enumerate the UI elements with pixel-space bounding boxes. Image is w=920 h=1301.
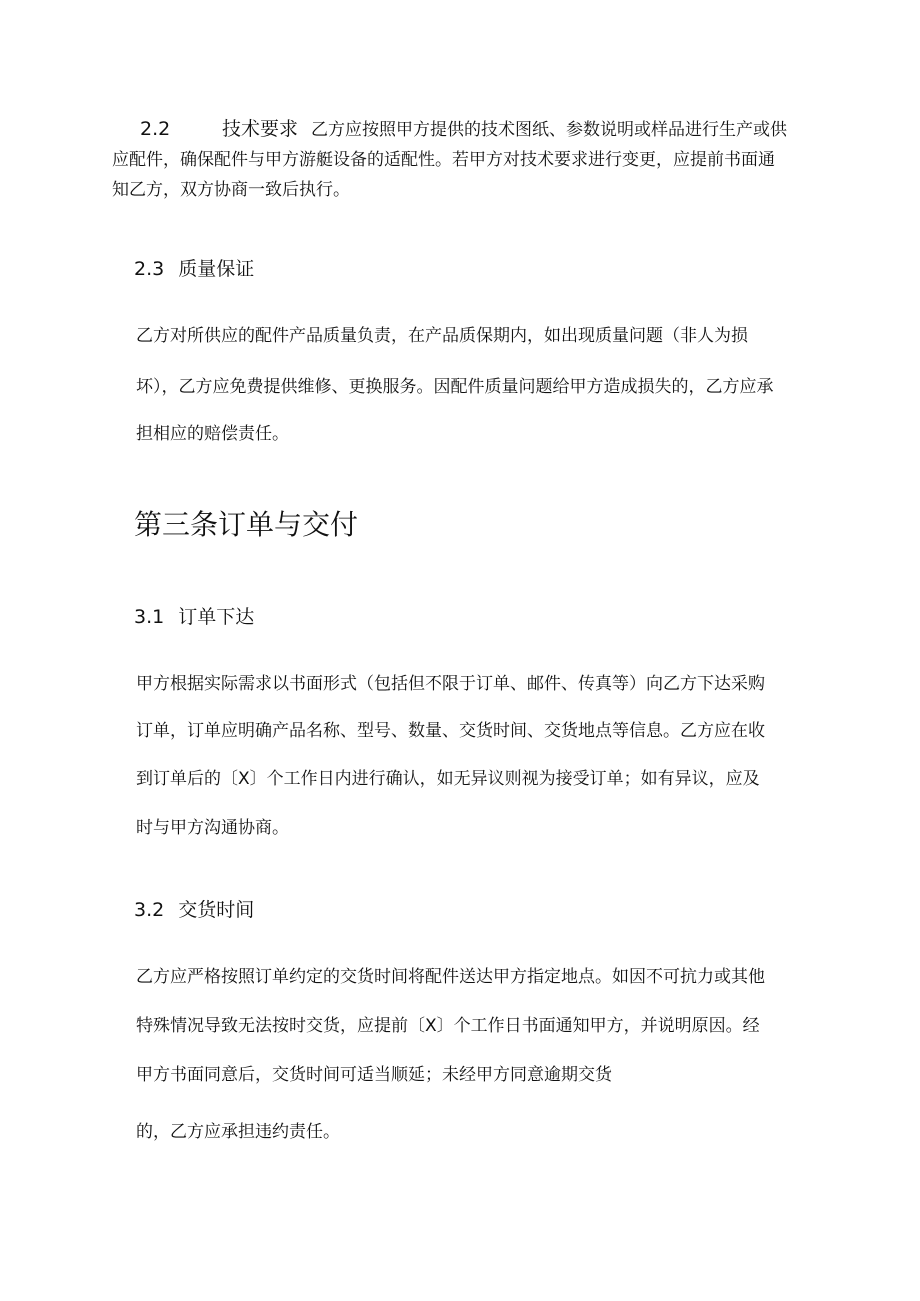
section-3-1-number: 3.1 xyxy=(134,606,165,628)
section-2-3-line: 乙方对所供应的配件产品质量负责，在产品质保期内，如出现质量问题（非人为损 xyxy=(136,326,748,346)
section-2-3-heading xyxy=(134,257,254,281)
section-2-3-number: 2.3 xyxy=(134,258,165,280)
section-3-2-line: 乙方应严格按照订单约定的交货时间将配件送达甲方指定地点。如因不可抗力或其他 xyxy=(136,967,765,987)
section-3-2-line: 特殊情况导致无法按时交货，应提前〔X〕个工作日书面通知甲方，并说明原因。经 xyxy=(136,1016,760,1036)
section-2-3-title: 质量保证 xyxy=(178,258,255,280)
section-3-2-heading xyxy=(134,898,254,922)
section-3-2-line: 的，乙方应承担违约责任。 xyxy=(136,1122,340,1142)
section-3-2-line: 甲方书面同意后，交货时间可适当顺延；未经甲方同意逾期交货 xyxy=(136,1065,612,1085)
section-2-2-title: 技术要求 xyxy=(222,118,299,140)
section-2-2-line: 知乙方，双方协商一致后执行。 xyxy=(112,180,350,200)
section-3-2-title: 交货时间 xyxy=(178,899,255,921)
section-3-1-heading xyxy=(134,605,254,629)
section-3-1-title: 订单下达 xyxy=(178,606,255,628)
section-3-1-line: 时与甲方沟通协商。 xyxy=(136,818,289,838)
section-3-1-line: 甲方根据实际需求以书面形式（包括但不限于订单、邮件、传真等）向乙方下达采购 xyxy=(136,674,765,694)
section-2-2-line: 乙方应按照甲方提供的技术图纸、参数说明或样品进行生产或供 xyxy=(311,120,787,140)
section-3-1-line: 到订单后的〔X〕个工作日内进行确认，如无异议则视为接受订单；如有异议，应及 xyxy=(136,769,760,789)
section-2-2-number: 2.2 xyxy=(140,118,171,140)
section-2-2-line: 应配件，确保配件与甲方游艇设备的适配性。若甲方对技术要求进行变更，应提前书面通 xyxy=(112,150,775,170)
section-2-3-line: 担相应的赔偿责任。 xyxy=(136,424,289,444)
section-3-2-number: 3.2 xyxy=(134,899,165,921)
section-3-1-line: 订单，订单应明确产品名称、型号、数量、交货时间、交货地点等信息。乙方应在收 xyxy=(136,721,765,741)
section-2-3-line: 坏），乙方应免费提供维修、更换服务。因配件质量问题给甲方造成损失的，乙方应承 xyxy=(136,377,774,397)
chapter-3-title: 第三条订单与交付 xyxy=(134,508,359,541)
